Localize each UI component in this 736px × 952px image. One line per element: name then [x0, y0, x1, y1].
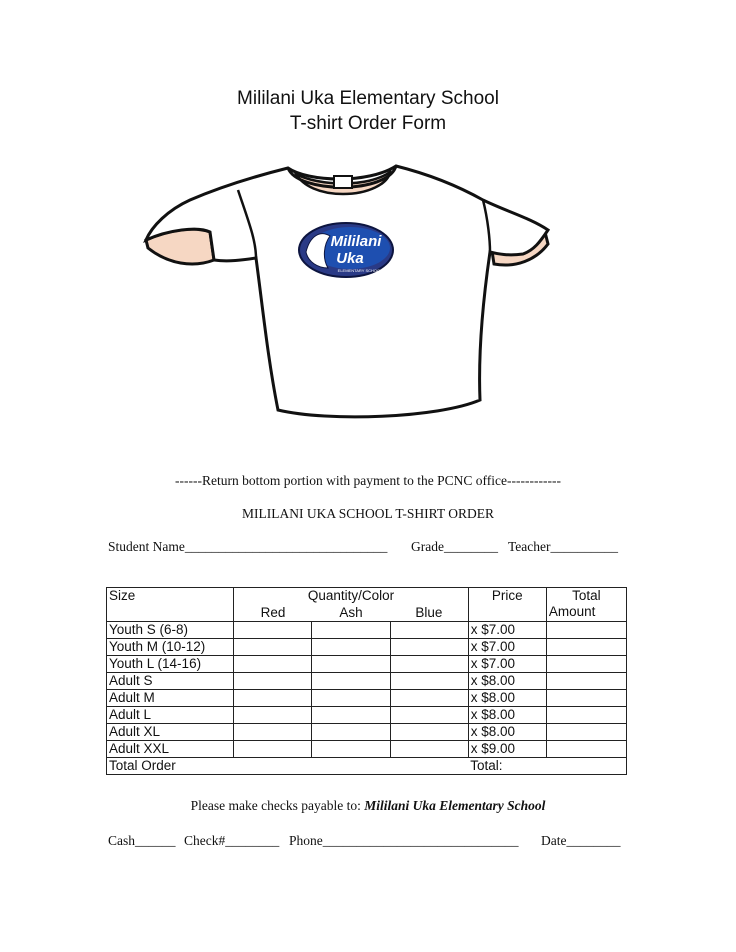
payable-payee: Mililani Uka Elementary School [364, 798, 546, 813]
ash-header: Ash [312, 605, 390, 622]
table-row [107, 656, 627, 673]
size-cell: Adult XL [107, 724, 234, 741]
order-heading: MILILANI UKA SCHOOL T-SHIRT ORDER [242, 506, 494, 521]
logo-line1: Mililani [330, 233, 382, 250]
ash-qty-cell[interactable] [312, 741, 390, 758]
total-amount-cell[interactable] [546, 690, 626, 707]
price-cell: x $7.00 [468, 656, 546, 673]
total-label: Total: [468, 758, 626, 775]
red-qty-cell[interactable] [234, 741, 312, 758]
total-amount-cell[interactable] [546, 639, 626, 656]
price-cell: x $9.00 [468, 741, 546, 758]
logo-line2: Uka [336, 250, 364, 267]
price-header: Price [468, 588, 546, 622]
table-row [107, 724, 627, 741]
blue-qty-cell[interactable] [390, 707, 468, 724]
blue-qty-cell[interactable] [390, 656, 468, 673]
quantity-color-header: Quantity/Color [234, 588, 468, 605]
phone-field[interactable]: Phone_____________________________ [289, 833, 519, 848]
total-order-row [107, 758, 627, 775]
table-row [107, 622, 627, 639]
ash-qty-cell[interactable] [312, 622, 390, 639]
table-row [107, 639, 627, 656]
tshirt-illustration [138, 160, 553, 422]
cash-field[interactable]: Cash______ [108, 833, 176, 848]
size-cell: Adult XXL [107, 741, 234, 758]
red-header: Red [234, 605, 312, 622]
price-cell: x $7.00 [468, 622, 546, 639]
red-qty-cell[interactable] [234, 656, 312, 673]
red-qty-cell[interactable] [234, 724, 312, 741]
shirt-body [146, 166, 548, 417]
ash-qty-cell[interactable] [312, 724, 390, 741]
total-amount-cell[interactable] [546, 724, 626, 741]
size-cell: Adult L [107, 707, 234, 724]
teacher-field[interactable]: Teacher__________ [508, 539, 619, 554]
table-row [107, 690, 627, 707]
return-note: ------Return bottom portion with payment to the PCNC office------------ [175, 473, 561, 488]
student-name-field[interactable]: Student Name______________________________ [108, 539, 388, 554]
size-cell: Adult S [107, 673, 234, 690]
table-row [107, 673, 627, 690]
ash-qty-cell[interactable] [312, 707, 390, 724]
size-cell: Youth S (6-8) [107, 622, 234, 639]
price-cell: x $8.00 [468, 690, 546, 707]
blue-qty-cell[interactable] [390, 690, 468, 707]
size-cell: Adult M [107, 690, 234, 707]
blue-qty-cell[interactable] [390, 724, 468, 741]
logo-subtext: ELEMENTARY SCHOOL [337, 268, 383, 273]
table-row [107, 741, 627, 758]
total-amount-header: Total Amount [546, 588, 626, 622]
check-field[interactable]: Check#________ [184, 833, 280, 848]
header-row [107, 588, 627, 605]
price-cell: x $8.00 [468, 673, 546, 690]
size-cell: Youth M (10-12) [107, 639, 234, 656]
ash-qty-cell[interactable] [312, 673, 390, 690]
table-row [107, 707, 627, 724]
payable-line [0, 798, 736, 814]
order-table [106, 587, 627, 775]
total-amount-cell[interactable] [546, 656, 626, 673]
payable-prefix: Please make checks payable to: [190, 798, 365, 813]
blue-header: Blue [390, 605, 468, 622]
blue-qty-cell[interactable] [390, 622, 468, 639]
red-qty-cell[interactable] [234, 639, 312, 656]
size-header: Size [107, 588, 234, 622]
grade-field[interactable]: Grade________ [411, 539, 498, 554]
blue-qty-cell[interactable] [390, 673, 468, 690]
red-qty-cell[interactable] [234, 707, 312, 724]
school-title: Mililani Uka Elementary School [237, 88, 499, 109]
red-qty-cell[interactable] [234, 690, 312, 707]
total-order-label: Total Order [107, 758, 469, 775]
mililani-uka-logo [299, 223, 393, 277]
date-field[interactable]: Date________ [541, 833, 621, 848]
price-cell: x $8.00 [468, 724, 546, 741]
price-cell: x $8.00 [468, 707, 546, 724]
red-qty-cell[interactable] [234, 673, 312, 690]
ash-qty-cell[interactable] [312, 656, 390, 673]
form-title: T-shirt Order Form [289, 113, 447, 134]
shirt-tag [334, 176, 352, 188]
total-amount-cell[interactable] [546, 741, 626, 758]
size-cell: Youth L (14-16) [107, 656, 234, 673]
total-amount-cell[interactable] [546, 622, 626, 639]
blue-qty-cell[interactable] [390, 741, 468, 758]
total-amount-cell[interactable] [546, 673, 626, 690]
ash-qty-cell[interactable] [312, 690, 390, 707]
total-amount-cell[interactable] [546, 707, 626, 724]
price-cell: x $7.00 [468, 639, 546, 656]
blue-qty-cell[interactable] [390, 639, 468, 656]
red-qty-cell[interactable] [234, 622, 312, 639]
ash-qty-cell[interactable] [312, 639, 390, 656]
